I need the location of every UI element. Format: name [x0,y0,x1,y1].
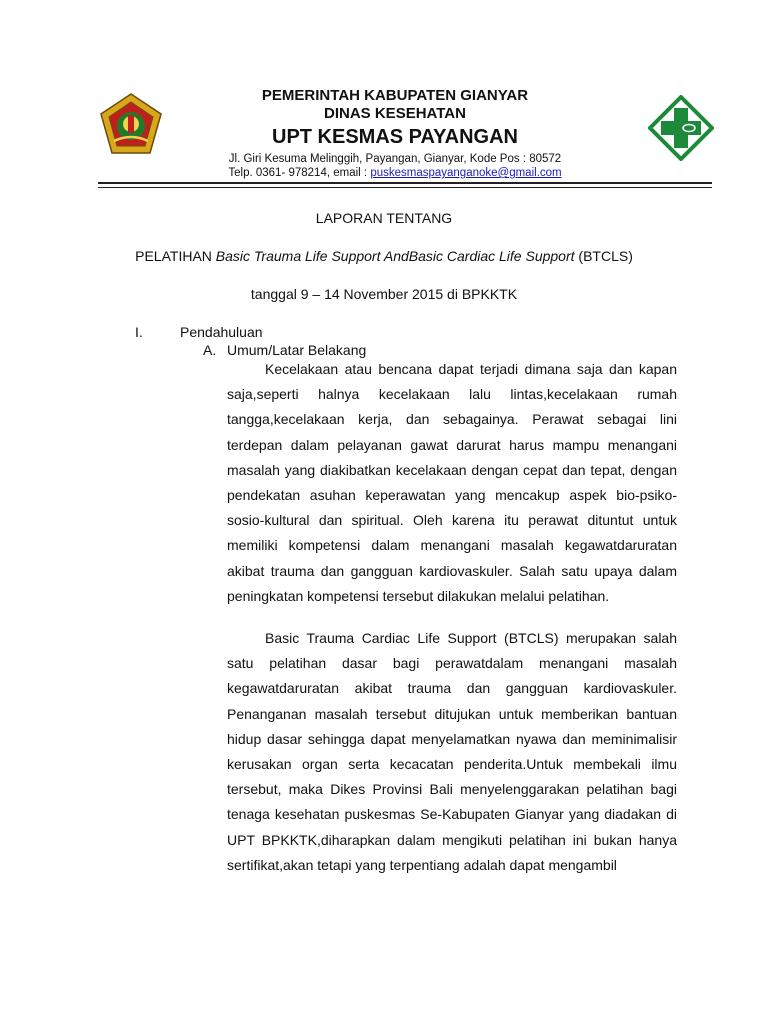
report-title: LAPORAN TENTANG [315,210,453,226]
letterhead-contact [150,166,640,180]
subsection-letter: A. [203,342,217,358]
letterhead-address: Jl. Giri Kesuma Melinggih, Payangan, Gianyar, Kode Pos : 80572 [228,153,562,165]
puskesmas-green-cross-logo [648,95,714,161]
letterhead [150,86,640,180]
letterhead-department-name: DINAS KESEHATAN [324,105,466,122]
letterhead-phone: Telp. 0361- 978214, email : [228,167,371,179]
letterhead-divider-thin [98,187,712,188]
report-date: tanggal 9 – 14 November 2015 di BPKKTK [250,286,518,302]
letterhead-government-name: PEMERINTAH KABUPATEN GIANYAR [261,87,529,104]
letterhead-divider-thick [98,182,712,184]
section-numeral: I. [135,324,143,340]
report-subtitle [60,248,708,264]
subtitle-training-name: Basic Trauma Life Support AndBasic Cardiac Life Support [215,248,575,264]
letterhead-unit-name: UPT KESMAS PAYANGAN [272,126,518,148]
subtitle-suffix: (BTCLS) [574,248,633,264]
subsection-heading: Umum/Latar Belakang [227,342,367,358]
letterhead-email-link[interactable]: puskesmaspayanganoke@gmail.com [370,167,562,179]
subtitle-prefix: PELATIHAN [135,248,216,264]
section-heading: Pendahuluan [180,324,263,340]
paragraph-background-1: Kecelakaan atau bencana dapat terjadi dimana saja dan kapan saja,seperti halnya kecelakaan lalu lintas,kecelakaan rumah tangga,kecelakaan kerja, dan sebagainya. Perawat sebagai lini terdepan dalam pelayanan gawat darurat harus mampu menangani masalah yang diakibatkan kecelakaan dengan cepat dan tepat, dengan pendekatan asuhan keperawatan yang mencakup aspek bio-psiko-sosio-kultural dan spiritual. Oleh karena itu perawat dituntut untuk memiliki kompetensi dalam menangani masalah kegawatdaruratan akibat trauma dan gangguan kardiovaskuler. Salah satu upaya dalam peningkatan kompetensi tersebut dilakukan melalui pelatihan. [227,361,677,604]
paragraph-background-2: Basic Trauma Cardiac Life Support (BTCLS) merupakan salah satu pelatihan dasar bagi perawatdalam menangani masalah kegawatdaruratan akibat trauma dan gangguan kardiovaskuler. Penanganan masalah tersebut ditujukan untuk memberikan bantuan hidup dasar sehingga dapat menyelamatkan nyawa dan meminimalisir kerusakan organ serta kecacatan penderita.Untuk membekali ilmu tersebut, maka Dikes Provinsi Bali menyelenggarakan pelatihan bagi tenaga kesehatan puskesmas Se-Kabupaten Gianyar yang diadakan di UPT BPKKTK,diharapkan dalam mengikuti pelatihan ini bukan hanya sertifikat,akan tetapi yang terpentiang adalah dapat mengambil [227,630,677,873]
